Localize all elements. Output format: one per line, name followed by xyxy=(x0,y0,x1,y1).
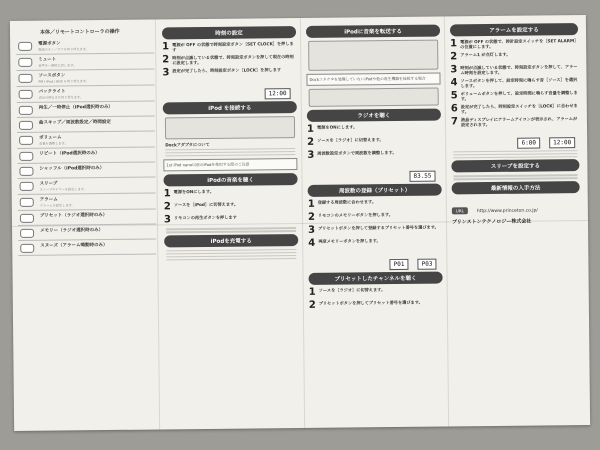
step-number: 2 xyxy=(307,136,315,148)
control-row xyxy=(17,117,155,133)
control-label: ミュート xyxy=(38,57,57,63)
step xyxy=(307,150,441,161)
step-text: プリセットボタンを押してプリセット番号を選びます。 xyxy=(318,299,423,306)
step xyxy=(162,54,296,65)
step xyxy=(307,137,441,148)
charge-text xyxy=(166,249,296,261)
step-text: ソースボタンを押して、設定時刻に鳴らす音［ソース］を選択します。 xyxy=(460,77,578,89)
button-icon xyxy=(20,214,34,223)
step-number: 3 xyxy=(162,67,170,79)
step-number: 2 xyxy=(162,54,170,66)
lcd-frequency: 83.55 xyxy=(409,171,435,182)
step-text: 再度メモリーボタンを押します。 xyxy=(318,238,381,244)
preset-listen-steps xyxy=(307,286,445,310)
lcd-preset-03: P03 xyxy=(418,259,437,270)
button-icon xyxy=(19,167,33,176)
step-number: 7 xyxy=(450,116,458,128)
step-text: 液晶ディスプレイにアラームアイコンが表示され、アラームが設定されます。 xyxy=(460,116,578,128)
control-desc xyxy=(39,172,104,173)
step xyxy=(308,212,442,223)
controls-column xyxy=(16,26,158,425)
lcd-alarm: 6:00 xyxy=(518,137,541,148)
step-text: ソースを［iPod］に切替えます。 xyxy=(173,202,239,208)
control-label: リピート（iPod選択時のみ） xyxy=(39,151,100,157)
button-icon xyxy=(19,90,33,99)
control-desc xyxy=(39,126,111,127)
alarm-header: アラームを設定する xyxy=(450,23,578,36)
contact-header: 最新情報の入手方法 xyxy=(452,181,580,194)
control-row xyxy=(17,163,155,179)
step-text: 電源が OFF の状態で、時計設定スイッチを［SET ALARM］の位置にします。 xyxy=(460,38,577,50)
step xyxy=(451,103,579,114)
step-number: 2 xyxy=(163,201,171,213)
lcd-alarm-2: 12:00 xyxy=(549,137,575,148)
step-number: 3 xyxy=(308,224,316,236)
step xyxy=(164,188,298,199)
company-name: プリンストンテクノロジー株式会社 xyxy=(451,218,532,226)
button-icon xyxy=(19,106,33,115)
control-row xyxy=(16,70,154,87)
listen-text xyxy=(166,227,296,233)
step xyxy=(164,201,298,212)
button-icon xyxy=(18,42,32,51)
button-icon xyxy=(20,229,34,238)
step-number: 1 xyxy=(163,188,171,200)
step xyxy=(164,214,298,225)
step-text: 周波数設定ボタンで周波数を調整します。 xyxy=(317,149,397,156)
ipod-connect-header: iPod を接続する xyxy=(163,101,297,114)
step-text: ソースを［ラジオ］に切替えます。 xyxy=(318,287,386,293)
step-text: 電源をONにします。 xyxy=(316,124,358,130)
control-desc xyxy=(39,111,113,112)
control-desc: FM / iPod / AUX を切り替えます。 xyxy=(38,79,89,84)
control-desc: アラームを設定します。 xyxy=(39,203,75,208)
step-text: 時刻が点滅している状態で、時刻設定ボタンを押して、アラーム時刻を設定します。 xyxy=(460,64,578,76)
step-text: 電源が OFF の状態で時刻設定ボタン［SET CLOCK］を押します xyxy=(172,41,294,53)
preset-listen-header: プリセットしたチャンネルを聴く xyxy=(309,272,443,285)
step-number: 4 xyxy=(308,237,316,249)
sleep-header: スリープを設定する xyxy=(451,159,579,172)
control-row xyxy=(17,132,155,149)
step xyxy=(162,67,296,78)
control-row xyxy=(17,86,155,103)
step xyxy=(450,51,578,62)
control-desc xyxy=(40,249,107,250)
button-icon xyxy=(20,244,34,253)
dock-title: Dockアダプタについて xyxy=(165,141,210,148)
control-desc: 電源のオン／オフを切り替えます。 xyxy=(38,47,89,52)
step xyxy=(162,41,296,52)
step-number: 6 xyxy=(450,103,458,115)
button-icon xyxy=(19,121,33,130)
dock-box: Dockコネクタを装備していないiPodや他の再生機器を接続する場合 xyxy=(306,73,440,86)
control-desc xyxy=(40,234,103,235)
preset-header: 周波数の登録（プリセット） xyxy=(308,184,442,197)
control-label: スヌーズ（アラーム鳴動時のみ） xyxy=(40,243,108,249)
control-label: ボリューム xyxy=(39,135,62,141)
transfer-illustration xyxy=(308,40,438,71)
aux-illustration xyxy=(309,88,439,107)
step-number: 1 xyxy=(162,41,170,53)
control-row xyxy=(18,225,156,241)
control-label: アラーム xyxy=(39,197,58,203)
step xyxy=(450,38,578,49)
alarm-column xyxy=(448,21,584,420)
step-text: 時刻が点滅している状態で、時刻設定ボタンを押して現在の時刻に設定します。 xyxy=(172,54,294,66)
control-label: ソースボタン xyxy=(38,73,66,79)
step xyxy=(309,300,443,311)
control-row xyxy=(17,102,155,118)
ipod-charge-header: iPodを充電する xyxy=(164,234,298,247)
control-label: バックライト xyxy=(38,89,66,95)
step xyxy=(308,225,442,236)
step-number: 2 xyxy=(450,51,458,63)
step-text: 設定が完了したら、時刻設定スイッチを［LOCK］に合わせます。 xyxy=(460,103,578,115)
control-row xyxy=(16,54,154,71)
clock-header: 時刻の設定 xyxy=(162,26,296,39)
step-text: ソースを［ラジオ］に切替えます。 xyxy=(317,137,384,143)
control-row xyxy=(17,148,155,164)
support-url[interactable]: http://www.princeton.co.jp/ xyxy=(476,208,538,214)
radio-header: ラジオを聴く xyxy=(307,109,441,122)
control-label: スリープ xyxy=(39,181,58,187)
lcd-clock: 12:00 xyxy=(265,88,291,99)
manual-sheet xyxy=(10,15,590,431)
step xyxy=(450,64,578,75)
step xyxy=(308,238,442,249)
ipod-note: 1st iPod nano以前のiPodを使用する際のご注意 xyxy=(163,158,297,171)
step-number: 1 xyxy=(450,38,458,50)
step-text: リモコンのメモリーボタンを押します。 xyxy=(317,212,393,218)
controls-title: 本体／リモートコントローラの操作 xyxy=(39,28,120,36)
step-number: 3 xyxy=(450,64,458,76)
step-text: プリセットボタンを押して登録するプリセット番号を選びます。 xyxy=(318,224,439,231)
step xyxy=(307,124,441,135)
step-text: アラーム1 が点灯します。 xyxy=(460,51,511,58)
alarm-notes xyxy=(453,150,577,159)
step-text: 登録する周波数に合わせます。 xyxy=(317,199,377,205)
url-label: URL xyxy=(452,207,468,214)
preset-steps xyxy=(306,198,445,248)
control-desc xyxy=(39,157,99,158)
controls-list xyxy=(16,38,156,256)
button-icon xyxy=(19,152,33,161)
control-label: メモリー（ラジオ選択時のみ） xyxy=(40,228,104,234)
ipod-other-header: iPodに音楽を転送する xyxy=(306,25,440,38)
control-row xyxy=(18,240,156,256)
button-icon xyxy=(20,182,34,191)
control-desc: 音声を一時的に消します。 xyxy=(38,63,77,68)
control-label: プリセット（ラジオ選択時のみ） xyxy=(39,213,108,219)
control-row xyxy=(18,194,156,211)
listen-steps xyxy=(162,188,300,225)
clock-column xyxy=(160,24,302,423)
control-label: 電源ボタン xyxy=(38,41,61,47)
control-row xyxy=(18,210,156,226)
step-number: 3 xyxy=(163,214,171,226)
ipod-listen-header: iPodの音楽を聴く xyxy=(163,173,297,186)
step-number: 2 xyxy=(307,211,315,223)
step-number: 4 xyxy=(450,77,458,89)
clock-steps xyxy=(160,41,298,78)
button-icon xyxy=(18,74,32,83)
step-text: ボリュームボタンを押して、設定時間に鳴らす音量を調整します。 xyxy=(460,90,578,102)
step-number: 3 xyxy=(307,149,315,161)
button-icon xyxy=(19,136,33,145)
control-row xyxy=(16,38,154,55)
step-text: 設定が完了したら、時刻設定ボタン［LOCK］を押します xyxy=(172,67,282,74)
step xyxy=(309,287,443,298)
control-desc xyxy=(40,219,107,220)
step-number: 5 xyxy=(450,90,458,102)
control-desc: 表示の明るさを切り替えます。 xyxy=(38,95,84,100)
step xyxy=(451,116,579,127)
control-label: シャッフル（iPod選択時のみ） xyxy=(39,166,105,172)
control-label: 曲スキップ／周波数設定／時間設定 xyxy=(38,119,111,126)
radio-steps xyxy=(305,123,443,160)
radio-column xyxy=(304,23,446,422)
step xyxy=(450,77,578,88)
control-desc: スリープタイマーを設定します。 xyxy=(39,187,87,192)
button-icon xyxy=(18,58,32,67)
alarm-steps xyxy=(448,38,581,127)
sleep-text xyxy=(454,174,578,180)
button-icon xyxy=(20,198,34,207)
dock-text xyxy=(165,148,295,157)
control-label: 再生／一時停止（iPod選択時のみ） xyxy=(38,104,113,111)
step-text: 電源をONにします。 xyxy=(173,189,214,195)
step xyxy=(308,199,442,210)
step-number: 1 xyxy=(307,198,315,210)
step-number: 1 xyxy=(308,286,316,298)
step-number: 2 xyxy=(308,299,316,311)
step xyxy=(451,90,579,101)
step-text: リモコンの再生ボタンを押します xyxy=(173,215,237,221)
ipod-illustration xyxy=(165,116,295,139)
step-number: 1 xyxy=(306,123,315,135)
control-desc: 音量を調整します。 xyxy=(39,141,68,146)
control-row xyxy=(18,178,156,195)
lcd-preset-01: P01 xyxy=(390,259,409,270)
